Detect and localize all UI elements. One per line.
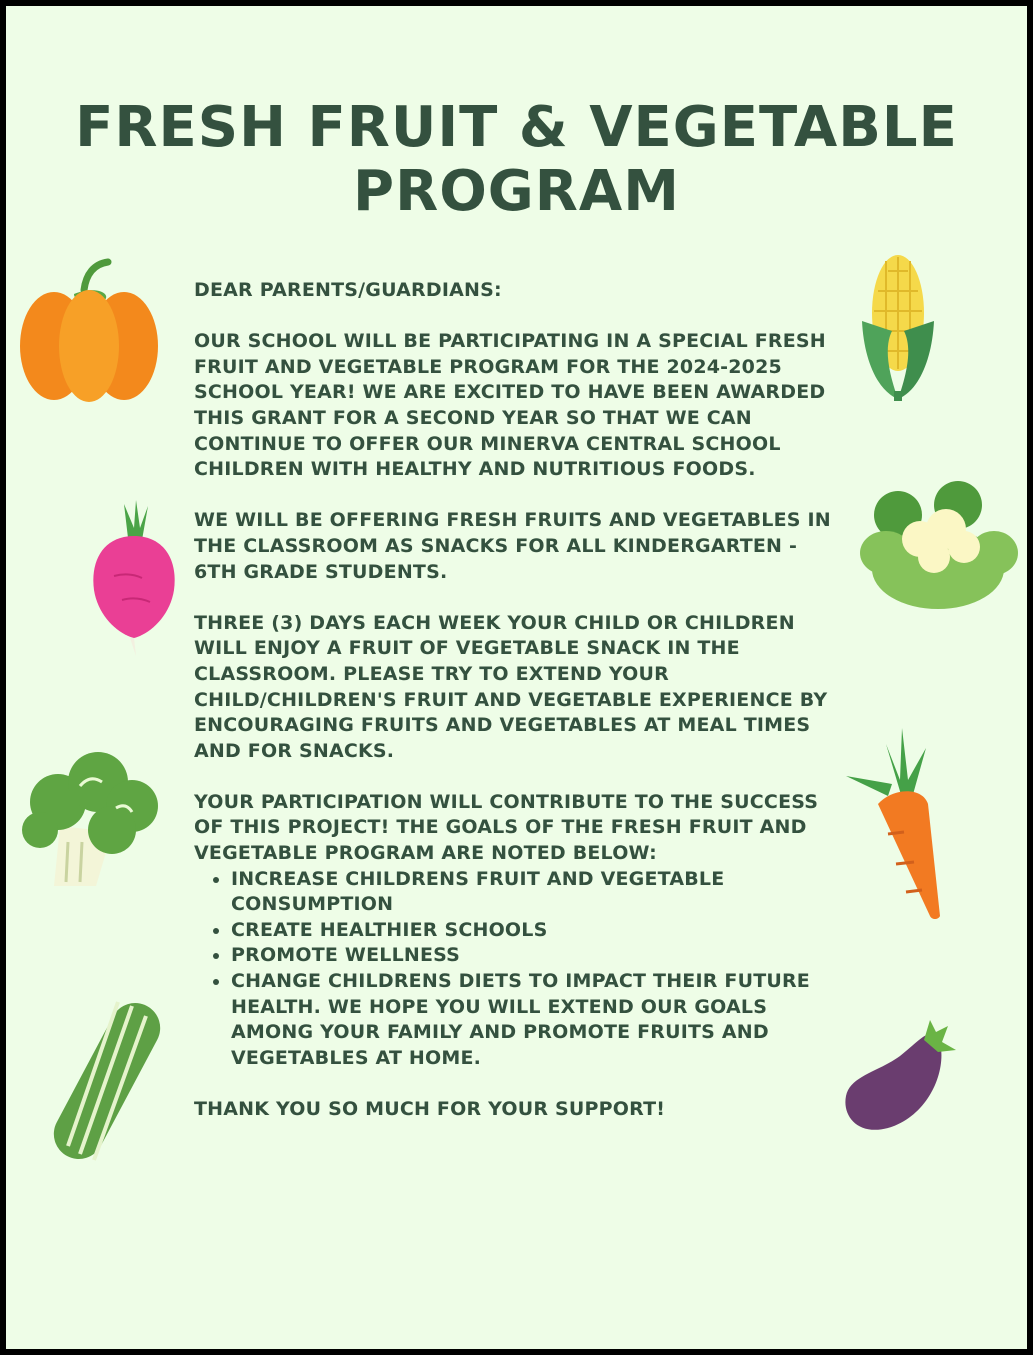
- paragraph-intro: OUR SCHOOL WILL BE PARTICIPATING IN A SPECIAL FRESH FRUIT AND VEGETABLE PROGRAM FOR THE 2024-2025 SCHOOL YEAR! WE ARE EXCITED TO HAVE BEEN AWARDED THIS GRANT FOR A SECOND YEAR SO THAT WE CAN CONTINUE TO OFFER OUR MINERVA CENTRAL SCHOOL CHILDREN WITH HEALTHY AND NUTRITIOUS FOODS.: [194, 330, 826, 481]
- flyer-page: [6, 6, 1027, 1349]
- greeting: DEAR PARENTS/GUARDIANS:: [194, 279, 502, 301]
- paragraph-goals-intro: YOUR PARTICIPATION WILL CONTRIBUTE TO THE SUCCESS OF THIS PROJECT! THE GOALS OF THE FRESH FRUIT AND VEGETABLE PROGRAM ARE NOTED BELOW:: [194, 790, 819, 865]
- letter-body: [194, 278, 844, 1123]
- goal-item: • CHANGE CHILDRENS DIETS TO IMPACT THEIR FUTURE HEALTH. WE HOPE YOU WILL EXTEND OUR GOALS AMONG YOUR FAMILY AND PROMOTE FRUITS AND VEGETABLES AT HOME.: [231, 969, 844, 1071]
- eggplant-icon: [838, 1016, 958, 1141]
- carrot-icon: [842, 724, 952, 924]
- page-title: [6, 96, 1027, 224]
- goal-item: • INCREASE CHILDRENS FRUIT AND VEGETABLE CONSUMPTION: [231, 867, 844, 918]
- radish-icon: [84, 498, 184, 658]
- cucumber-icon: [50, 996, 170, 1166]
- title-text: FRESH FRUIT & VEGETABLE PROGRAM: [75, 94, 958, 224]
- goal-item: • CREATE HEALTHIER SCHOOLS: [231, 918, 844, 944]
- pumpkin-icon: [14, 254, 164, 404]
- closing-line: THANK YOU SO MUCH FOR YOUR SUPPORT!: [194, 1098, 666, 1120]
- goal-item: • PROMOTE WELLNESS: [231, 943, 844, 969]
- cauliflower-icon: [858, 481, 1018, 611]
- paragraph-schedule: THREE (3) DAYS EACH WEEK YOUR CHILD OR CHILDREN WILL ENJOY A FRUIT OF VEGETABLE SNACK IN THE CLASSROOM. PLEASE TRY TO EXTEND YOUR CHILD/CHILDREN'S FRUIT AND VEGETABLE EXPERIENCE BY ENCOURAGING FRUITS AND VEGETABLES AT MEAL TIMES AND FOR SNACKS.: [194, 611, 828, 762]
- broccoli-icon: [20, 746, 165, 891]
- paragraph-offering: WE WILL BE OFFERING FRESH FRUITS AND VEGETABLES IN THE CLASSROOM AS SNACKS FOR ALL KINDERGARTEN - 6TH GRADE STUDENTS.: [194, 509, 831, 583]
- goals-list: [194, 867, 844, 1072]
- corn-icon: [858, 251, 938, 406]
